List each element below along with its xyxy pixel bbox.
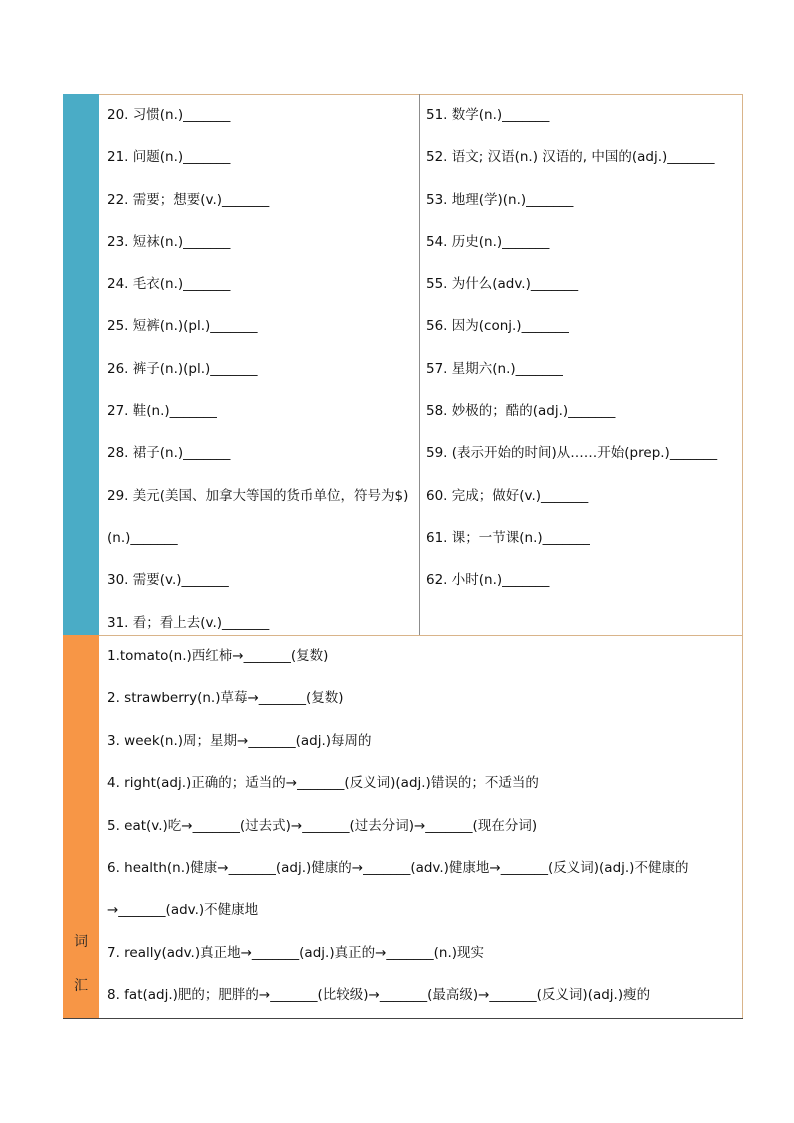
- list-item: 58. 妙极的；酷的(adj.)_______: [426, 403, 616, 420]
- list-item: 5. eat(v.)吃→_______(过去式)→_______(过去分词)→_______(现在分词): [107, 817, 538, 834]
- list-item: 3. week(n.)周；星期→_______(adj.)每周的: [107, 732, 372, 749]
- list-item: 52. 语文; 汉语(n.) 汉语的, 中国的(adj.)_______: [426, 149, 715, 166]
- list-item: 29. 美元(美国、加拿大等国的货币单位，符号为$)(n.)_______: [107, 487, 409, 546]
- list-item: 26. 裤子(n.)(pl.)_______: [107, 360, 258, 377]
- list-item: 28. 裙子(n.)_______: [107, 445, 231, 462]
- list-item: 51. 数学(n.)_______: [426, 107, 550, 123]
- sidebar-orange-block: [63, 635, 99, 1019]
- vocab-label-char-2: 汇: [74, 978, 88, 994]
- right-word-list: [426, 94, 736, 602]
- list-item: 31. 看；看上去(v.)_______: [107, 614, 270, 631]
- list-item: 55. 为什么(adv.)_______: [426, 276, 579, 293]
- word-forms-list: [107, 635, 739, 1017]
- list-item: 27. 鞋(n.)_______: [107, 403, 217, 420]
- column-divider: [419, 94, 420, 635]
- list-item: 1.tomato(n.)西红柿→_______(复数): [107, 648, 329, 664]
- list-item: 60. 完成；做好(v.)_______: [426, 487, 589, 504]
- list-item: 57. 星期六(n.)_______: [426, 360, 563, 377]
- list-item: 54. 历史(n.)_______: [426, 233, 550, 250]
- list-item: 21. 问题(n.)_______: [107, 149, 231, 166]
- list-item: 30. 需要(v.)_______: [107, 572, 229, 589]
- list-item: 25. 短裤(n.)(pl.)_______: [107, 318, 258, 335]
- table-border-bottom: [63, 1018, 743, 1019]
- list-item: 8. fat(adj.)肥的；肥胖的→_______(比较级)→_______(最高级)→_______(反义词)(adj.)瘦的: [107, 987, 651, 1004]
- list-item: 2. strawberry(n.)草莓→_______(复数): [107, 690, 344, 707]
- list-item: 24. 毛衣(n.)_______: [107, 276, 231, 293]
- list-item: 4. right(adj.)正确的；适当的→_______(反义词)(adj.)错误的；不适当的: [107, 775, 539, 792]
- table-border-right: [742, 94, 743, 1019]
- list-item: 22. 需要；想要(v.)_______: [107, 191, 270, 208]
- list-item: 6. health(n.)健康→_______(adj.)健康的→_______(adv.)健康地→_______(反义词)(adj.)不健康的→_______(adv.)不健康地: [107, 860, 689, 919]
- sidebar-blue-block: [63, 94, 99, 635]
- list-item: 61. 课；一节课(n.)_______: [426, 529, 590, 546]
- list-item: 53. 地理(学)(n.)_______: [426, 191, 574, 208]
- vocab-worksheet-table: [63, 94, 743, 1019]
- list-item: 62. 小时(n.)_______: [426, 572, 550, 589]
- list-item: 56. 因为(conj.)_______: [426, 318, 569, 335]
- list-item: 7. really(adv.)真正地→_______(adj.)真正的→_______(n.)现实: [107, 944, 485, 961]
- left-word-list: [107, 94, 413, 644]
- list-item: 23. 短袜(n.)_______: [107, 233, 231, 250]
- list-item: 20. 习惯(n.)_______: [107, 107, 231, 123]
- list-item: 59. (表示开始的时间)从……开始(prep.)_______: [426, 445, 718, 462]
- vocab-label-char-1: 词: [74, 934, 88, 950]
